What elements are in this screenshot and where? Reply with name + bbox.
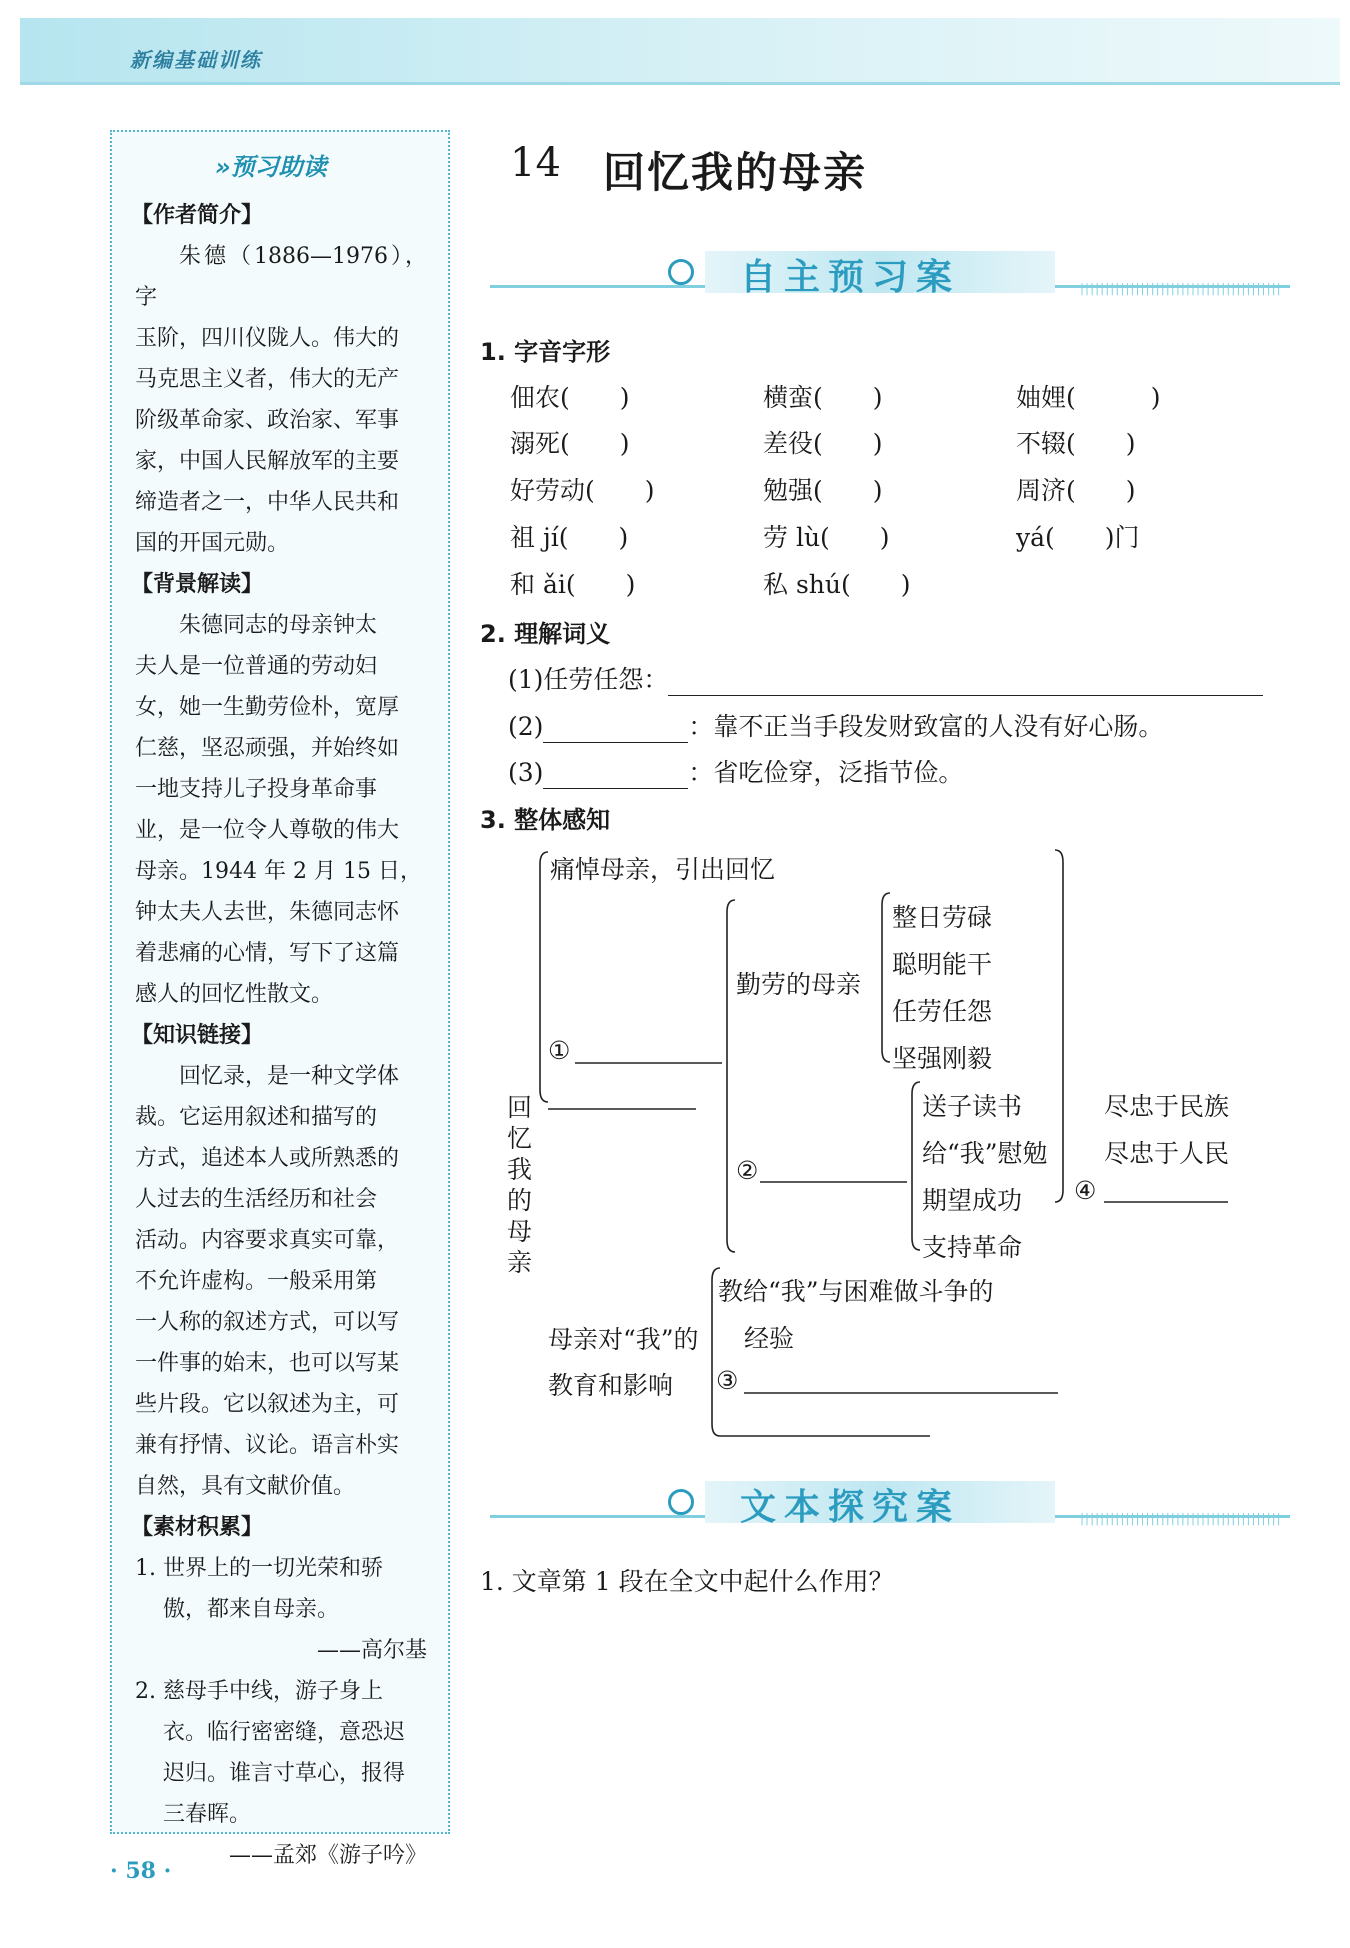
loyal-item: 尽忠于民族: [1104, 1092, 1230, 1121]
background-heading: 【背景解读】: [131, 572, 264, 597]
text-line: 阶级革命家、政治家、军事: [135, 408, 400, 433]
text-line: 傲，都来自母亲。: [163, 1597, 340, 1622]
text-line: 国的开国元勋。: [135, 531, 290, 556]
question-1-label: 1. 字音字形: [480, 338, 611, 366]
item-number: (3): [508, 758, 544, 787]
text-line: 1. 世界上的一切光荣和骄: [135, 1556, 383, 1581]
text-line: 回忆录，是一种文学体: [179, 1064, 400, 1089]
text-line: 裁。它运用叙述和描写的: [135, 1105, 378, 1130]
industrious-item: 聪明能干: [892, 950, 993, 979]
pinyin-item: 祖 jí( ): [510, 523, 629, 552]
text-line: 朱德同志的母亲钟太: [179, 613, 378, 638]
text-line: 钟太夫人去世，朱德同志怀: [135, 900, 400, 925]
text-line: 些片段。它以叙述为主，可: [135, 1392, 400, 1417]
text-line: 感人的回忆性散文。: [135, 982, 334, 1007]
pinyin-item: yá( )门: [1016, 523, 1140, 552]
industrious-item: 整日劳碌: [892, 903, 993, 932]
text-line: 家，中国人民解放军的主要: [135, 449, 400, 474]
branch-industrious: 勤劳的母亲: [736, 970, 862, 999]
brace-1: [727, 900, 735, 1252]
branch-mourn: 痛悼母亲，引出回忆: [550, 855, 776, 884]
circle-2: ②: [736, 1156, 759, 1185]
question-3-label: 3. 整体感知: [480, 806, 611, 834]
item-number: (2): [508, 712, 544, 741]
pinyin-item: 溺死( ): [510, 429, 630, 458]
education-item: 经验: [744, 1324, 795, 1353]
series-title: 新编基础训练: [130, 48, 262, 72]
section-title: 文本探究案: [740, 1486, 961, 1528]
text-line: 兼有抒情、议论。语言朴实: [135, 1433, 400, 1458]
text-line: 朱德（1886—1976），字: [135, 244, 427, 310]
support-item: 支持革命: [922, 1233, 1023, 1262]
pinyin-item: 私 shú( ): [763, 570, 911, 599]
brace-industrious: [882, 893, 890, 1062]
text-line: 仁慈，坚忍顽强，并始终如: [135, 736, 400, 761]
pinyin-item: 妯娌( ): [1016, 383, 1161, 412]
text-line: 迟归。谁言寸草心，报得: [163, 1761, 406, 1786]
definition-text: ：靠不正当手段发财致富的人没有好心肠。: [688, 712, 1164, 741]
banner-dots: ||||||||||||||||||||||||||||||||||||||||: [1080, 281, 1282, 295]
circle-1: ①: [548, 1036, 571, 1065]
author-heading: 【作者简介】: [131, 203, 264, 228]
text-line: 一人称的叙述方式，可以写: [135, 1310, 400, 1335]
text-line: 缔造者之一，中华人民共和: [135, 490, 400, 515]
circle-4: ④: [1074, 1176, 1097, 1205]
text-line: 马克思主义者，伟大的无产: [135, 367, 400, 392]
support-item: 送子读书: [922, 1092, 1023, 1121]
text-line: 着悲痛的心情，写下了这篇: [135, 941, 400, 966]
definition-prompt: (1)任劳任怨：: [508, 665, 669, 694]
pinyin-item: 勉强( ): [763, 476, 883, 505]
education-item: 教给“我”与困难做斗争的: [718, 1277, 994, 1306]
section-title: 自主预习案: [740, 256, 961, 298]
text-line: 活动。内容要求真实可靠，: [135, 1228, 400, 1253]
lesson-title: 回忆我的母亲: [603, 148, 868, 197]
pinyin-item: 横蛮( ): [763, 383, 883, 412]
pinyin-item: 不辍( ): [1016, 429, 1136, 458]
section-banner-explore: [490, 1475, 1290, 1535]
industrious-item: 坚强刚毅: [892, 1044, 993, 1073]
question-2-label: 2. 理解词义: [480, 620, 611, 648]
quote-source: ——高尔基: [316, 1638, 427, 1663]
pinyin-item: 佃农( ): [510, 383, 630, 412]
text-line: 自然，具有文献价值。: [135, 1474, 356, 1499]
text-line: 母亲。1944 年 2 月 15 日，: [135, 859, 422, 884]
text-line: 夫人是一位普通的劳动妇: [135, 654, 378, 679]
right-brace: [1055, 850, 1063, 1202]
text-line: 三春晖。: [163, 1802, 252, 1827]
support-item: 期望成功: [922, 1186, 1023, 1215]
brace-support: [912, 1082, 920, 1250]
definition-text: ：省吃俭穿，泛指节俭。: [688, 758, 964, 787]
material-heading: 【素材积累】: [131, 1515, 264, 1540]
text-line: 不允许虚构。一般采用第: [135, 1269, 378, 1294]
knowledge-heading: 【知识链接】: [131, 1023, 264, 1048]
text-line: 一件事的始末，也可以写某: [135, 1351, 400, 1376]
branch-education-1: 母亲对“我”的: [548, 1325, 699, 1354]
text-line: 2. 慈母手中线，游子身上: [135, 1679, 383, 1704]
pinyin-item: 劳 lù( ): [763, 523, 890, 552]
double-chevron-icon: »: [215, 153, 231, 181]
pinyin-item: 好劳动( ): [510, 476, 655, 505]
page-number: · 58 ·: [110, 1858, 172, 1884]
text-line: 玉阶，四川仪陇人。伟大的: [135, 326, 400, 351]
explore-question-1: 1. 文章第 1 段在全文中起什么作用？: [480, 1567, 894, 1596]
diagram-root: 回忆我的母亲: [507, 1093, 533, 1277]
magnifier-icon: [668, 1489, 694, 1515]
root-brace: [540, 852, 548, 1102]
banner-dots: ||||||||||||||||||||||||||||||||||||||||: [1080, 1511, 1282, 1525]
circle-3: ③: [716, 1366, 739, 1395]
sidebar-title: »预习助读: [215, 153, 327, 181]
quote-source: ——孟郊《游子吟》: [228, 1843, 427, 1868]
text-line: 方式，追述本人或所熟悉的: [135, 1146, 400, 1171]
text-line: 人过去的生活经历和社会: [135, 1187, 378, 1212]
industrious-item: 任劳任怨: [892, 997, 993, 1026]
pinyin-item: 差役( ): [763, 429, 883, 458]
text-line: 衣。临行密密缝，意恐迟: [163, 1720, 406, 1745]
pinyin-item: 周济( ): [1016, 476, 1136, 505]
text-line: 女，她一生勤劳俭朴，宽厚: [135, 695, 400, 720]
text-line: 一地支持儿子投身革命事: [135, 777, 378, 802]
pinyin-item: 和 ǎi( ): [510, 570, 636, 599]
loyal-item: 尽忠于人民: [1104, 1139, 1230, 1168]
support-item: 给“我”慰勉: [922, 1139, 1048, 1168]
lesson-number: 14: [510, 140, 561, 186]
branch-education-2: 教育和影响: [548, 1371, 674, 1400]
text-line: 业，是一位令人尊敬的伟大: [135, 818, 400, 843]
